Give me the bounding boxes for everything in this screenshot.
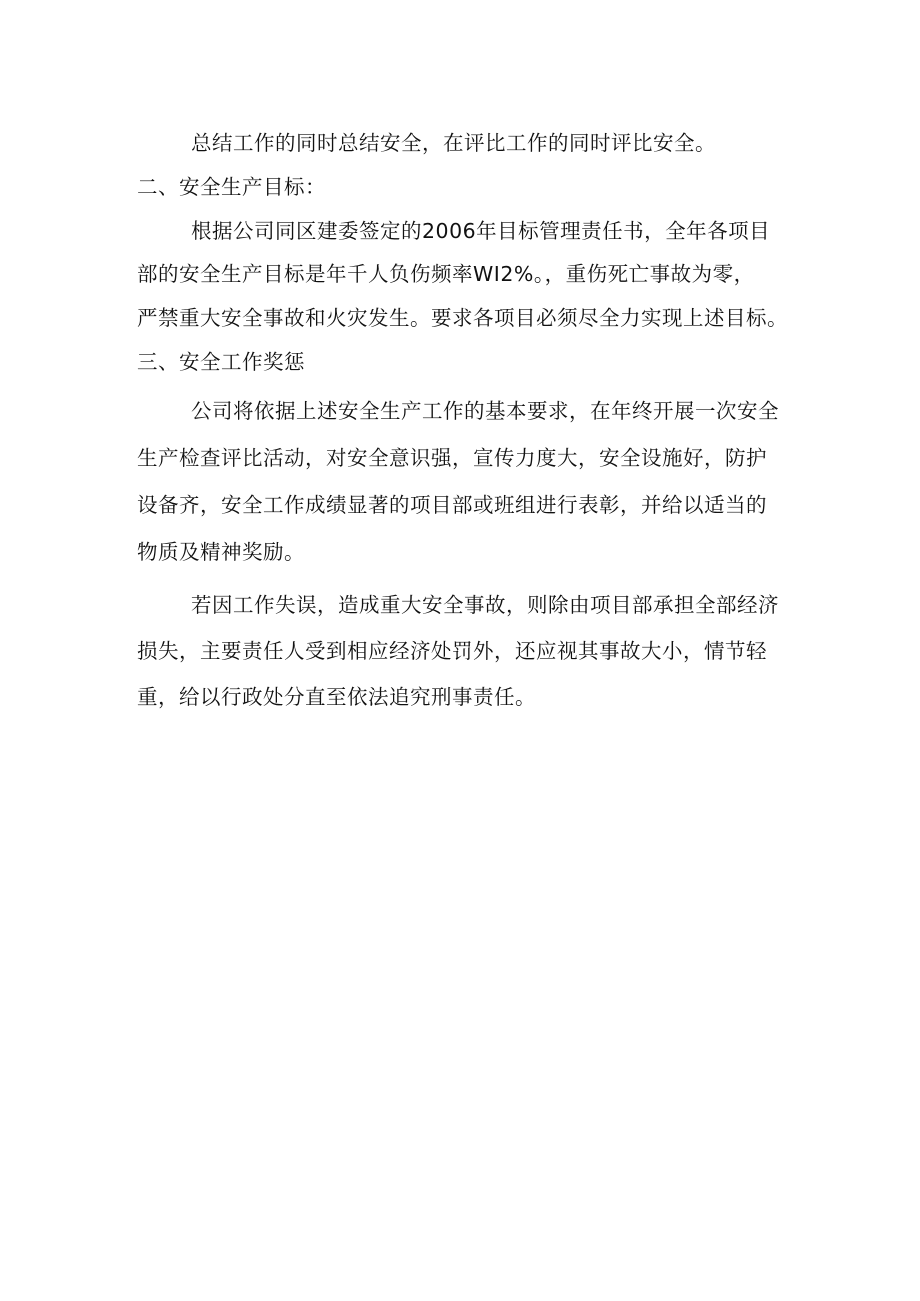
penalties-paragraph-line-1: 若因工作失误，造成重大安全事故，则除由项目部承担全部经济 (191, 593, 779, 617)
penalties-paragraph-line-2: 损失，主要责任人受到相应经济处罚外，还应视其事故大小，情节轻 (137, 639, 767, 663)
section-heading-safety-goals: 二、安全生产目标： (137, 175, 326, 199)
rewards-paragraph-line-1: 公司将依据上述安全生产工作的基本要求，在年终开展一次安全 (191, 399, 779, 423)
rewards-paragraph-line-4: 物质及精神奖励。 (137, 540, 305, 564)
penalties-paragraph-line-3: 重，给以行政处分直至依法追究刑事责任。 (137, 685, 536, 709)
section-heading-rewards-penalties: 三、安全工作奖惩 (137, 350, 305, 374)
goals-paragraph-line-3: 严禁重大安全事故和火灾发生。要求各项目必须尽全力实现上述目标。 (137, 306, 788, 330)
goals-paragraph-line-2: 部的安全生产目标是年千人负伤频率WI2%。，重伤死亡事故为零， (137, 262, 755, 286)
rewards-paragraph-line-3: 设备齐，安全工作成绩显著的项目部或班组进行表彰，并给以适当的 (137, 493, 767, 517)
goals-paragraph-line-1: 根据公司同区建委签定的2006年目标管理责任书，全年各项目 (191, 219, 771, 243)
rewards-paragraph-line-2: 生产检查评比活动，对安全意识强，宣传力度大，安全设施好，防护 (137, 446, 767, 470)
paragraph-summary-line: 总结工作的同时总结安全，在评比工作的同时评比安全。 (191, 131, 716, 155)
